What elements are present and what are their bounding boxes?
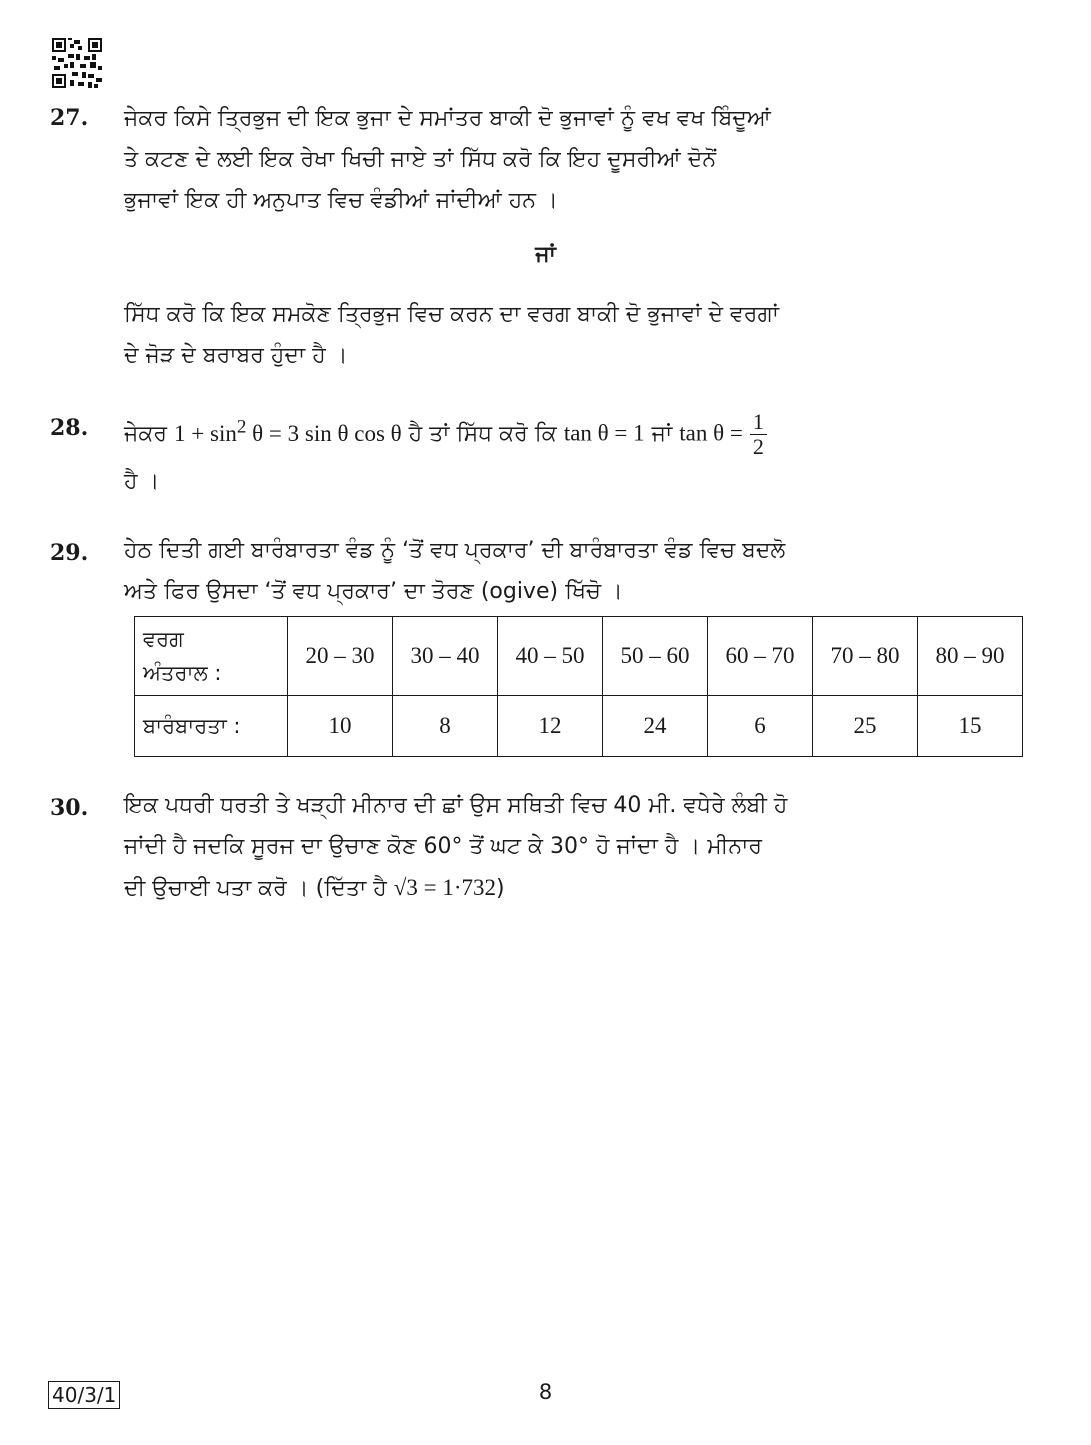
equation: tan θ = 1 [563,420,645,446]
paper-code: 40/3/1 [48,1381,120,1409]
text-line: ਭੁਜਾਵਾਂ ਇਕ ਹੀ ਅਨੁਪਾਤ ਵਿਚ ਵੰਡੀਆਂ ਜਾਂਦੀਆਂ ਹਨ । [124,188,558,213]
text-line [124,398,984,464]
question-text [124,785,984,909]
text-line: ਸਿੱਧ ਕਰੋ ਕਿ ਇਕ ਸਮਕੋਣ ਤ੍ਰਿਭੁਜ ਵਿਚ ਕਰਨ ਦਾ ਵਰਗ ਬਾਕੀ ਦੋ ਭੁਜਾਵਾਂ ਦੇ ਵਰਗਾਂ [124,302,779,327]
table-row [135,617,1023,696]
question-text [124,398,984,500]
text-segment: ) [496,876,505,901]
question-text [124,530,984,612]
qr-code-image [52,38,102,88]
table-row [135,696,1023,757]
page-number: 8 [538,1380,553,1404]
text-line: ਹੈ । [124,468,160,494]
text-line: ਜੇਕਰ ਕਿਸੇ ਤ੍ਰਿਭੁਜ ਦੀ ਇਕ ਭੁਜਾ ਦੇ ਸਮਾਂਤਰ ਬਾਕੀ ਦੋ ਭੁਜਾਵਾਂ ਨੂੰ ਵਖ ਵਖ ਬਿੰਦੂਆਂ [124,106,771,131]
text-line: ਜਾਂਦੀ ਹੈ ਜਦਕਿ ਸੂਰਜ ਦਾ ਉਚਾਣ ਕੋਣ 60° ਤੋਂ ਘਟ ਕੇ 30° ਹੋ ਜਾਂਦਾ ਹੈ । ਮੀਨਾਰ [124,834,762,859]
table-cell: 50 – 60 [603,617,708,696]
table-cell: 25 [813,696,918,757]
table-cell: 10 [288,696,393,757]
text-segment: ਦੀ ਉਚਾਈ ਪਤਾ ਕਰੋ । (ਦਿੱਤਾ ਹੈ [124,876,387,901]
math-part: θ = 3 sin θ cos θ [246,420,402,446]
table-cell: 15 [918,696,1023,757]
text-segment: ਜੇਕਰ [124,421,168,447]
equation: √3 = 1·732 [393,875,496,900]
question-number: 28. [50,415,89,441]
text-line: ਹੇਠ ਦਿਤੀ ਗਈ ਬਾਰੰਬਾਰਤਾ ਵੰਡ ਨੂੰ ‘ਤੋਂ ਵਧ ਪ੍ਰਕਾਰ’ ਦੀ ਬਾਰੰਬਾਰਤਾ ਵੰਡ ਵਿਚ ਬਦਲੋ [124,538,786,563]
fraction-numerator: 1 [750,410,767,435]
table-cell: 8 [393,696,498,757]
question-number: 29. [50,540,89,566]
row-header [135,617,288,696]
table-cell: 6 [708,696,813,757]
fraction-denominator: 2 [752,434,764,460]
exponent: 2 [236,416,247,437]
table-cell: 12 [498,696,603,757]
table-cell: 30 – 40 [393,617,498,696]
text-line: ਤੇ ਕਟਣ ਦੇ ਲਈ ਇਕ ਰੇਖਾ ਖਿਚੀ ਜਾਏ ਤਾਂ ਸਿੱਧ ਕਰੋ ਕਿ ਇਹ ਦੂਸਰੀਆਂ ਦੋਨੋਂ [124,147,717,172]
text-line [124,867,984,909]
text-line: ਅਤੇ ਫਿਰ ਉਸਦਾ ‘ਤੋਂ ਵਧ ਪ੍ਰਕਾਰ’ ਦਾ ਤੋਰਣ (ogive) ਖਿੱਚੋ । [124,579,623,604]
question-number: 27. [50,105,89,131]
table-cell: 40 – 50 [498,617,603,696]
or-label: ਜਾਂ [535,242,556,267]
text-line: ਦੇ ਜੋੜ ਦੇ ਬਰਾਬਰ ਹੁੰਦਾ ਹੈ । [124,343,348,368]
table-cell: 60 – 70 [708,617,813,696]
table-cell: 80 – 90 [918,617,1023,696]
row-header-line: ਵਰਗ [143,627,184,651]
text-segment: ਜਾਂ [651,421,673,447]
alternative-question-text [124,294,984,376]
equation: tan θ = [679,420,743,446]
table-cell: 20 – 30 [288,617,393,696]
equation [174,416,402,446]
question-number: 30. [50,795,89,821]
fraction [750,410,767,459]
row-header-line: ਅੰਤਰਾਲ : [143,661,222,685]
table-cell: 70 – 80 [813,617,918,696]
text-line: ਇਕ ਪਧਰੀ ਧਰਤੀ ਤੇ ਖੜ੍ਹੀ ਮੀਨਾਰ ਦੀ ਛਾਂ ਉਸ ਸਥਿਤੀ ਵਿਚ 40 ਮੀ. ਵਧੇਰੇ ਲੰਬੀ ਹੋ [124,793,788,818]
table-cell: 24 [603,696,708,757]
text-segment: ਹੈ ਤਾਂ ਸਿੱਧ ਕਰੋ ਕਿ [408,421,557,447]
frequency-table [134,616,1023,757]
math-part: 1 + sin [174,420,237,446]
question-text [124,98,984,221]
row-header: ਬਾਰੰਬਾਰਤਾ : [135,696,288,757]
